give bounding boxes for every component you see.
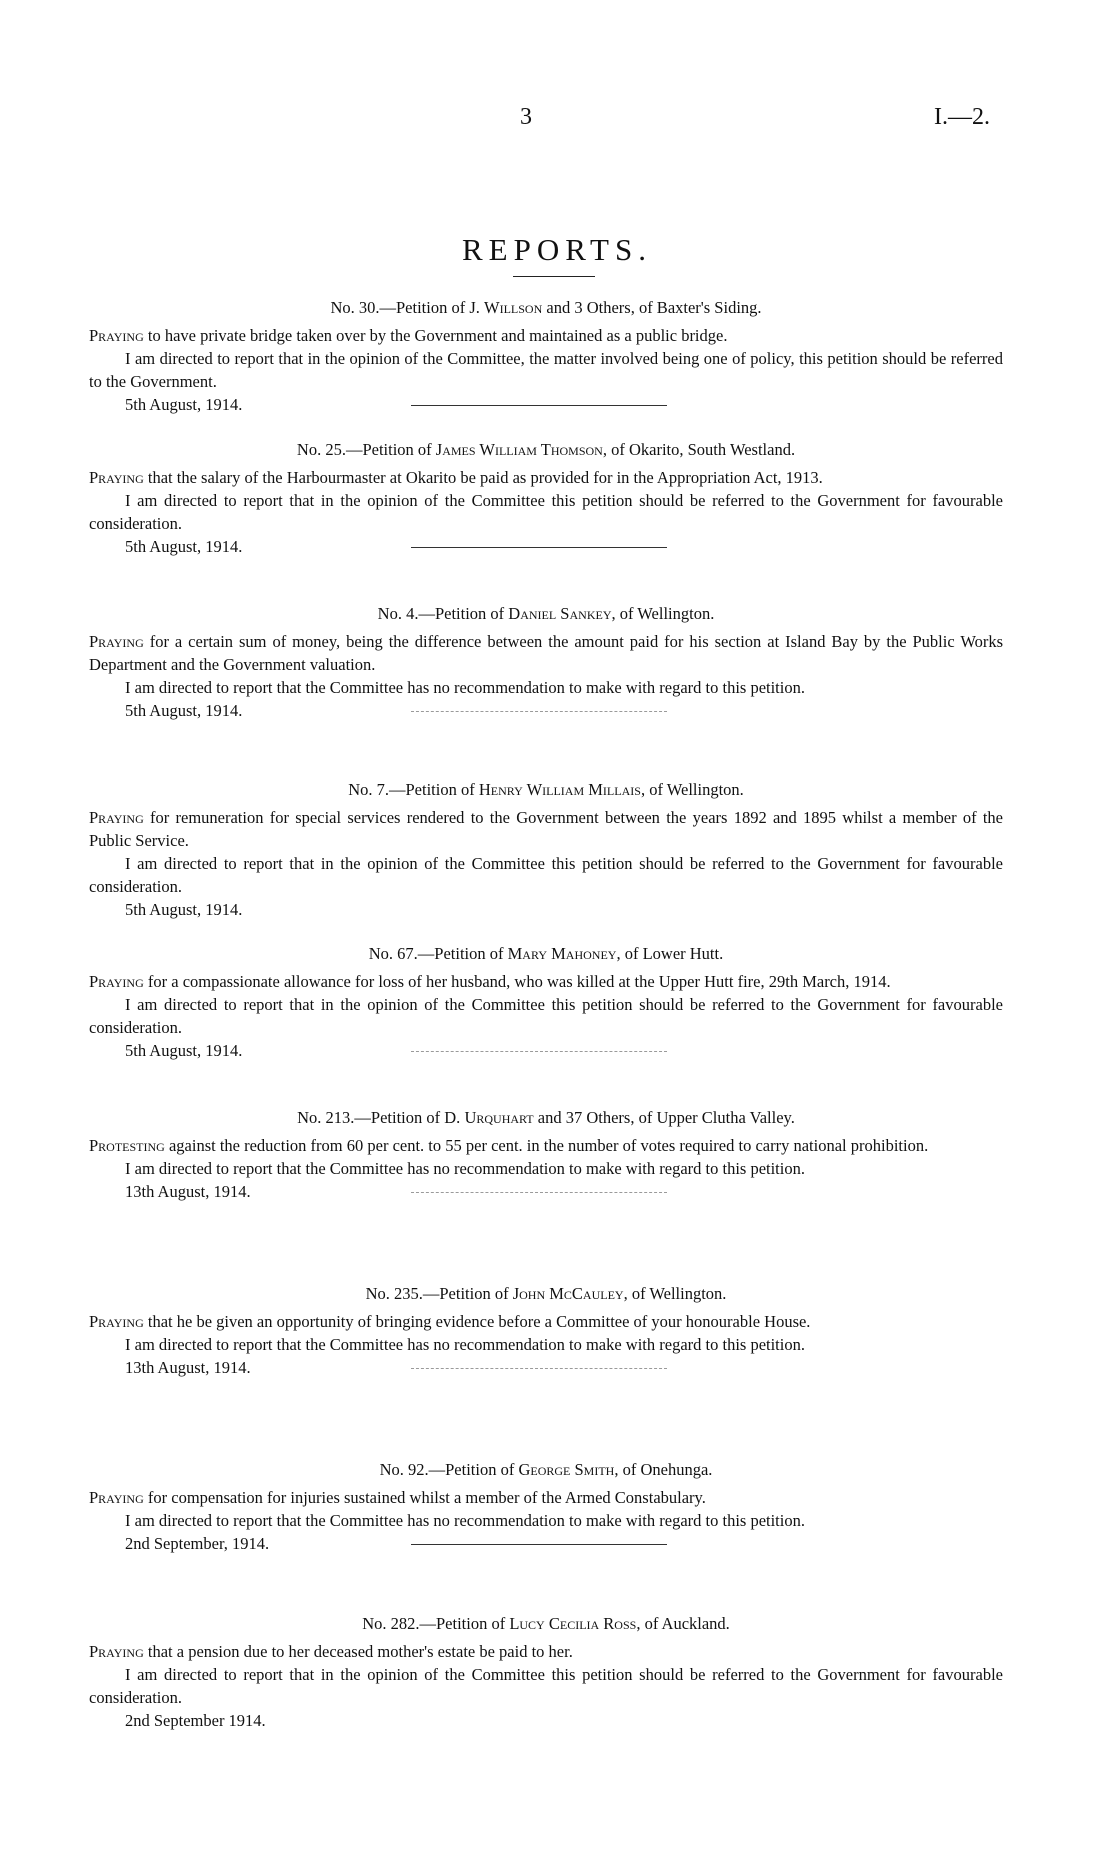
report-date: 2nd September, 1914. [89, 1532, 1003, 1555]
separator-rule [411, 1368, 667, 1369]
petition-request: Praying for a certain sum of money, being the difference between the amount paid for his section at Island Bay by the Public Works Department and the Government valuation. [89, 632, 1003, 674]
petition-heading: No. 30.—Petition of J. Willson and 3 Others, of Baxter's Siding. [330, 298, 762, 317]
petition-request: Praying that he be given an opportunity of bringing evidence before a Committee of your honourable House. [89, 1312, 811, 1331]
committee-report: I am directed to report that in the opinion of the Committee, the matter involved being one of policy, this petition should be referred to the Government. [89, 349, 1003, 391]
report-date: 5th August, 1914. [89, 535, 1003, 558]
committee-report: I am directed to report that the Committee has no recommendation to make with regard to this petition. [125, 1159, 805, 1178]
report-date: 5th August, 1914. [89, 393, 1003, 416]
petitioner-name: Daniel Sankey [508, 604, 612, 623]
petition-request: Praying that the salary of the Harbourmaster at Okarito be paid as provided for in the Appropriation Act, 1913. [89, 468, 823, 487]
page-title: REPORTS. [462, 232, 652, 267]
petition-request: Praying for compensation for injuries sustained whilst a member of the Armed Constabulary. [89, 1488, 706, 1507]
title-rule [513, 276, 595, 277]
committee-report: I am directed to report that in the opinion of the Committee this petition should be referred to the Government for favourable consideration. [89, 995, 1003, 1037]
committee-report: I am directed to report that in the opinion of the Committee this petition should be referred to the Government for favourable consideration. [89, 854, 1003, 896]
petitioner-name: Mary Mahoney [507, 944, 617, 963]
petition-heading: No. 4.—Petition of Daniel Sankey, of Wellington. [377, 604, 715, 623]
petitioner-name: George Smith [518, 1460, 615, 1479]
report-date: 5th August, 1914. [89, 699, 1003, 722]
petition-heading: No. 213.—Petition of D. Urquhart and 37 Others, of Upper Clutha Valley. [297, 1108, 795, 1127]
petition-report [89, 438, 1003, 558]
petition-report [89, 296, 1003, 416]
committee-report: I am directed to report that the Committee has no recommendation to make with regard to this petition. [125, 1511, 805, 1530]
petition-heading: No. 67.—Petition of Mary Mahoney, of Lower Hutt. [368, 944, 724, 963]
separator-rule [411, 1192, 667, 1193]
petition-request: Praying that a pension due to her deceased mother's estate be paid to her. [89, 1642, 573, 1661]
page-number: 3 [520, 104, 532, 130]
committee-report: I am directed to report that in the opinion of the Committee this petition should be referred to the Government for favourable consideration. [89, 1665, 1003, 1707]
committee-report: I am directed to report that in the opinion of the Committee this petition should be referred to the Government for favourable consideration. [89, 491, 1003, 533]
petition-report [89, 942, 1003, 1062]
petition-report [89, 778, 1003, 921]
report-date: 13th August, 1914. [89, 1180, 1003, 1203]
petition-report [89, 1458, 1003, 1555]
petitioner-name: Henry William Millais [478, 780, 641, 799]
petition-heading: No. 282.—Petition of Lucy Cecilia Ross, of Auckland. [362, 1614, 730, 1633]
committee-report: I am directed to report that the Committee has no recommendation to make with regard to this petition. [125, 678, 805, 697]
petitioner-name: Urquhart [464, 1108, 534, 1127]
report-date: 13th August, 1914. [89, 1356, 1003, 1379]
petition-request: Praying for a compassionate allowance for loss of her husband, who was killed at the Upper Hutt fire, 29th March, 1914. [89, 972, 891, 991]
petition-request: Praying to have private bridge taken over by the Government and maintained as a public bridge. [89, 326, 728, 345]
petition-heading: No. 7.—Petition of Henry William Millais, of Wellington. [348, 780, 744, 799]
petition-report [89, 1282, 1003, 1379]
separator-rule [411, 405, 667, 406]
petition-report [89, 1106, 1003, 1203]
separator-rule [411, 1544, 667, 1545]
petitioner-name: Lucy Cecilia Ross [509, 1614, 637, 1633]
petitioner-name: John McCauley [512, 1284, 624, 1303]
separator-rule [411, 547, 667, 548]
report-date: 5th August, 1914. [89, 1039, 1003, 1062]
petition-request: Praying for remuneration for special services rendered to the Government between the years 1892 and 1895 whilst a member of the Public Service. [89, 808, 1003, 850]
petition-request: Protesting against the reduction from 60 per cent. to 55 per cent. in the number of votes required to carry national prohibition. [89, 1136, 929, 1155]
petition-heading: No. 25.—Petition of James William Thomson, of Okarito, South Westland. [296, 440, 796, 459]
petition-report [89, 602, 1003, 722]
petitioner-name: James William Thomson [435, 440, 603, 459]
petition-heading: No. 235.—Petition of John McCauley, of Wellington. [365, 1284, 727, 1303]
separator-rule [411, 1051, 667, 1052]
committee-report: I am directed to report that the Committee has no recommendation to make with regard to this petition. [125, 1335, 805, 1354]
report-date: 2nd September 1914. [125, 1711, 266, 1730]
report-date: 5th August, 1914. [125, 900, 243, 919]
petition-report [89, 1612, 1003, 1732]
petition-heading: No. 92.—Petition of George Smith, of Onehunga. [379, 1460, 713, 1479]
document-reference: I.—2. [934, 104, 990, 130]
separator-rule [411, 711, 667, 712]
petitioner-name: Willson [484, 298, 543, 317]
